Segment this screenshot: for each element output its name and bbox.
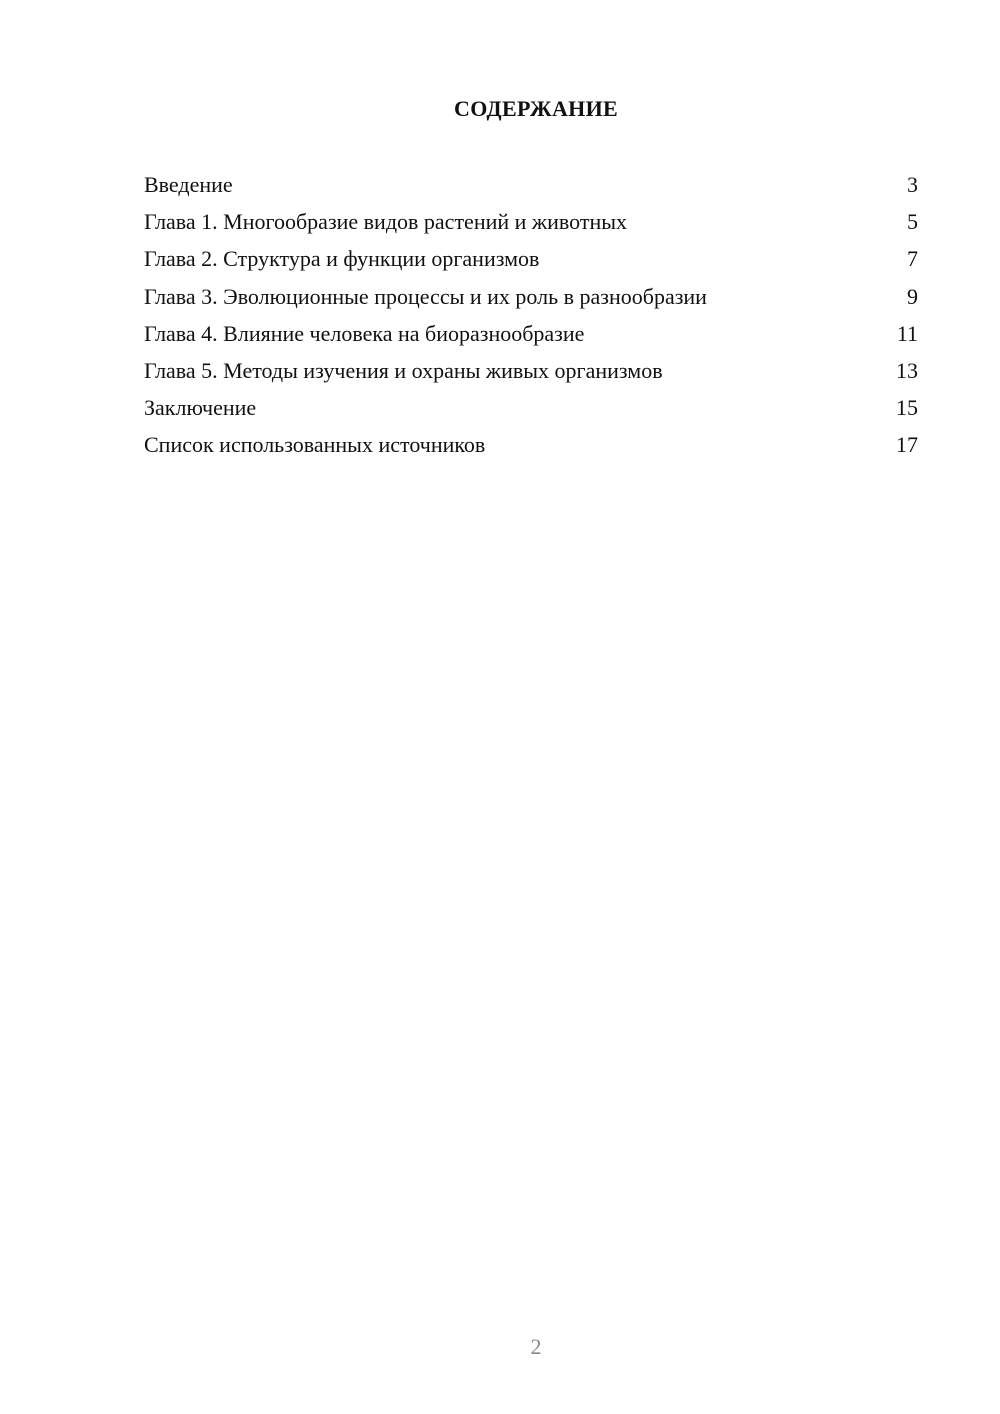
toc-title: СОДЕРЖАНИЕ [454, 96, 618, 121]
toc-entry-label: Глава 2. Структура и функции организмов [144, 246, 540, 272]
toc-entry-label: Глава 1. Многообразие видов растений и животных [144, 209, 628, 235]
toc-entry[interactable] [144, 320, 918, 357]
toc-entry-label: Список использованных источников [144, 432, 486, 458]
page-number: 2 [530, 1334, 542, 1359]
toc-entry[interactable] [144, 208, 918, 245]
toc-entry[interactable] [144, 283, 918, 320]
toc-entry-label: Глава 4. Влияние человека на биоразнообразие [144, 320, 585, 346]
toc-entry-label: Глава 5. Методы изучения и охраны живых организмов [144, 357, 663, 383]
toc-entry-label: Глава 3. Эволюционные процессы и их роль в разнообразии [144, 283, 707, 309]
toc-entry-page: 13 [896, 357, 918, 383]
toc-entry-page: 11 [896, 320, 918, 346]
toc-entry-page: 15 [896, 395, 918, 421]
toc-entry[interactable] [144, 171, 918, 208]
toc-entry-page: 5 [907, 209, 918, 235]
toc-entry-page: 9 [907, 283, 918, 309]
toc-entry-page: 3 [907, 172, 918, 197]
toc-entry-label: Заключение [144, 395, 257, 421]
toc-entry-label: Введение [144, 172, 233, 197]
toc-entry-page: 7 [907, 246, 918, 272]
toc-entry[interactable] [144, 394, 918, 431]
toc-entry[interactable] [144, 245, 918, 282]
toc-entry[interactable] [144, 431, 918, 468]
table-of-contents [144, 171, 918, 469]
toc-entry[interactable] [144, 357, 918, 394]
toc-entry-page: 17 [896, 432, 918, 458]
